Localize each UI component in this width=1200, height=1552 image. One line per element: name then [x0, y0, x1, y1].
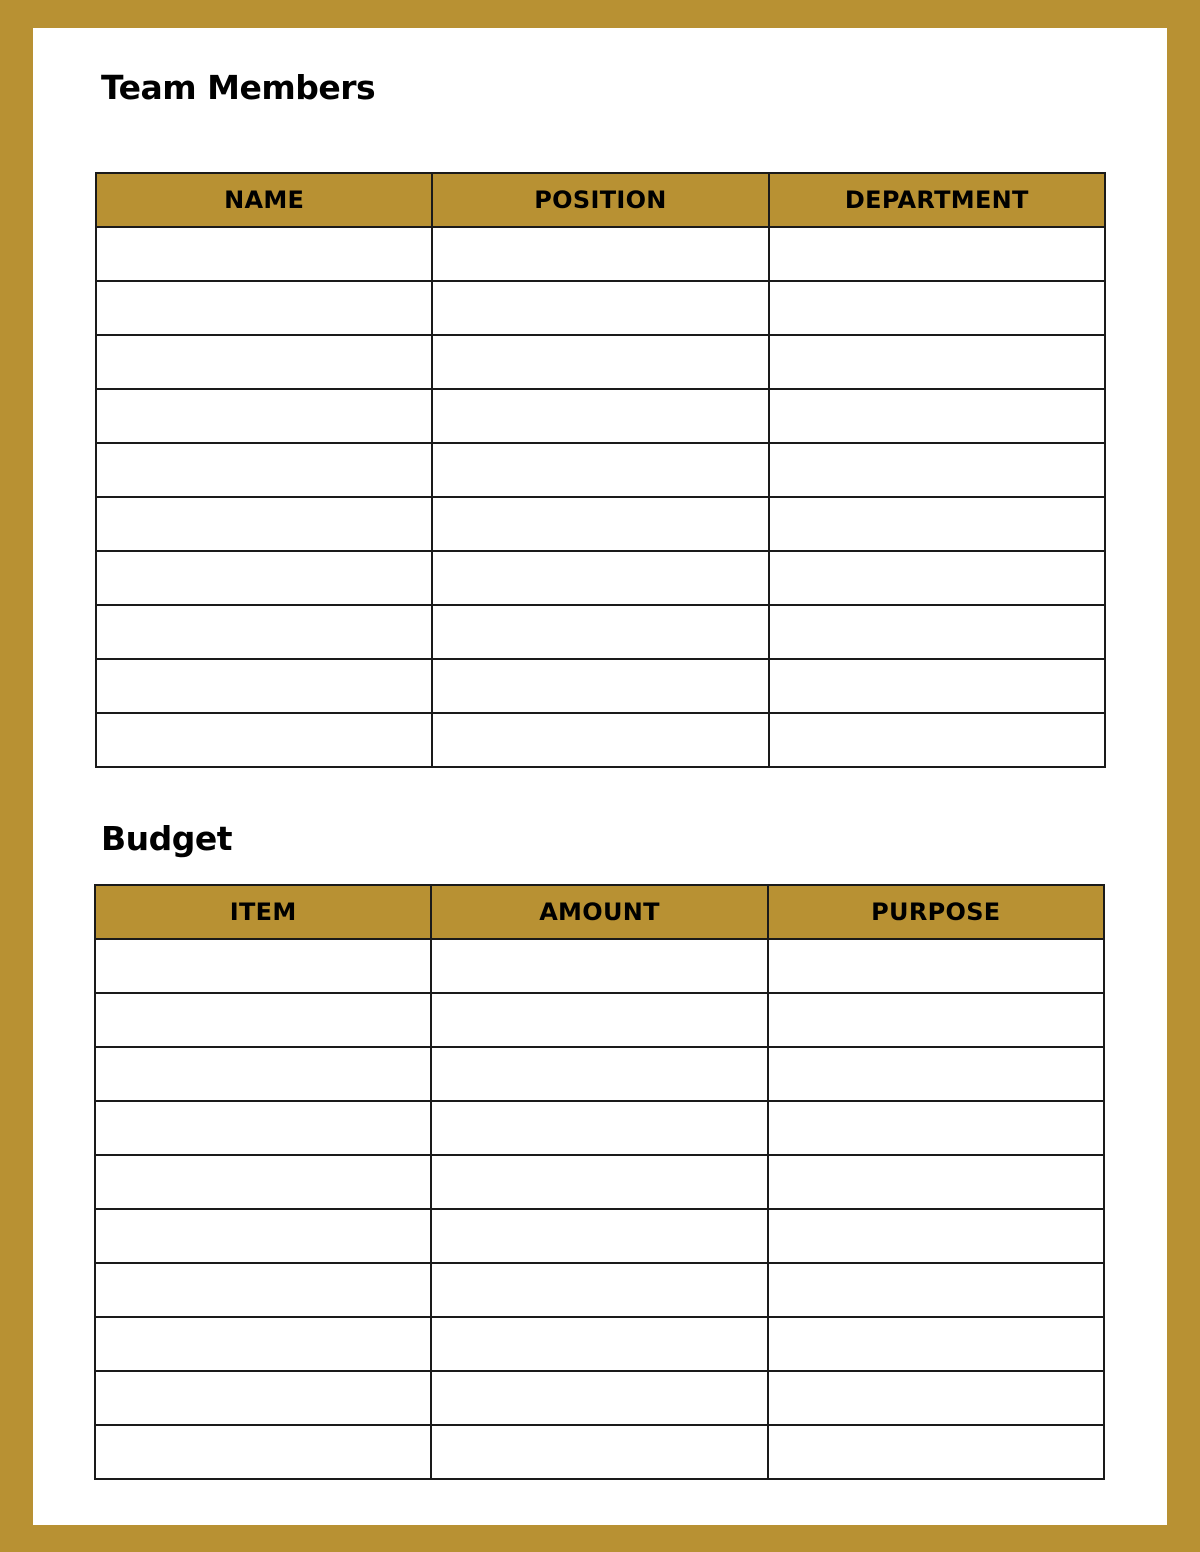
team-members-row [96, 713, 1105, 767]
budget-cell-purpose[interactable] [768, 1155, 1104, 1209]
team-members-body [96, 227, 1105, 767]
budget-cell-purpose[interactable] [768, 1371, 1104, 1425]
budget-title: Budget [101, 819, 233, 858]
budget-row [95, 1371, 1104, 1425]
budget-row [95, 1263, 1104, 1317]
budget-row [95, 993, 1104, 1047]
team-members-cell-name[interactable] [96, 605, 432, 659]
column-header-purpose: PURPOSE [768, 885, 1104, 939]
budget-row [95, 1047, 1104, 1101]
budget-cell-purpose[interactable] [768, 1209, 1104, 1263]
team-members-cell-department[interactable] [769, 497, 1105, 551]
team-members-row [96, 335, 1105, 389]
budget-body [95, 939, 1104, 1479]
budget-row [95, 1317, 1104, 1371]
budget-cell-purpose[interactable] [768, 993, 1104, 1047]
team-members-cell-department[interactable] [769, 227, 1105, 281]
budget-cell-amount[interactable] [431, 1101, 767, 1155]
budget-cell-amount[interactable] [431, 1317, 767, 1371]
team-members-row [96, 443, 1105, 497]
column-header-department: DEPARTMENT [769, 173, 1105, 227]
team-members-cell-department[interactable] [769, 281, 1105, 335]
budget-cell-amount[interactable] [431, 939, 767, 993]
team-members-cell-name[interactable] [96, 659, 432, 713]
table-header-row [95, 885, 1104, 939]
team-members-cell-department[interactable] [769, 443, 1105, 497]
team-members-cell-department[interactable] [769, 389, 1105, 443]
budget-cell-purpose[interactable] [768, 1263, 1104, 1317]
budget-cell-amount[interactable] [431, 1155, 767, 1209]
table-header-row [96, 173, 1105, 227]
budget-row [95, 1155, 1104, 1209]
team-members-cell-position[interactable] [432, 443, 768, 497]
team-members-cell-position[interactable] [432, 605, 768, 659]
column-header-name: NAME [96, 173, 432, 227]
budget-row [95, 1425, 1104, 1479]
document-page [33, 28, 1167, 1525]
team-members-title: Team Members [101, 68, 376, 107]
budget-cell-amount[interactable] [431, 1263, 767, 1317]
budget-cell-item[interactable] [95, 1209, 431, 1263]
team-members-row [96, 551, 1105, 605]
team-members-cell-position[interactable] [432, 335, 768, 389]
budget-cell-item[interactable] [95, 1263, 431, 1317]
budget-cell-item[interactable] [95, 1101, 431, 1155]
team-members-row [96, 389, 1105, 443]
team-members-cell-position[interactable] [432, 389, 768, 443]
team-members-table [95, 172, 1106, 768]
team-members-cell-name[interactable] [96, 389, 432, 443]
budget-table [94, 884, 1105, 1480]
budget-cell-item[interactable] [95, 939, 431, 993]
team-members-cell-position[interactable] [432, 713, 768, 767]
budget-cell-purpose[interactable] [768, 939, 1104, 993]
team-members-row [96, 659, 1105, 713]
team-members-cell-name[interactable] [96, 281, 432, 335]
column-header-item: ITEM [95, 885, 431, 939]
team-members-cell-department[interactable] [769, 659, 1105, 713]
budget-cell-purpose[interactable] [768, 1317, 1104, 1371]
budget-cell-amount[interactable] [431, 1209, 767, 1263]
budget-cell-amount[interactable] [431, 993, 767, 1047]
team-members-cell-name[interactable] [96, 227, 432, 281]
team-members-cell-name[interactable] [96, 443, 432, 497]
budget-cell-purpose[interactable] [768, 1047, 1104, 1101]
budget-cell-purpose[interactable] [768, 1425, 1104, 1479]
budget-row [95, 939, 1104, 993]
team-members-cell-department[interactable] [769, 551, 1105, 605]
team-members-cell-position[interactable] [432, 227, 768, 281]
team-members-cell-department[interactable] [769, 605, 1105, 659]
column-header-amount: AMOUNT [431, 885, 767, 939]
team-members-cell-department[interactable] [769, 713, 1105, 767]
column-header-position: POSITION [432, 173, 768, 227]
budget-cell-item[interactable] [95, 1425, 431, 1479]
budget-row [95, 1101, 1104, 1155]
budget-row [95, 1209, 1104, 1263]
budget-cell-item[interactable] [95, 1317, 431, 1371]
budget-cell-amount[interactable] [431, 1047, 767, 1101]
budget-cell-item[interactable] [95, 1371, 431, 1425]
budget-cell-item[interactable] [95, 1155, 431, 1209]
budget-cell-amount[interactable] [431, 1425, 767, 1479]
team-members-cell-position[interactable] [432, 497, 768, 551]
team-members-row [96, 227, 1105, 281]
budget-cell-item[interactable] [95, 993, 431, 1047]
team-members-cell-name[interactable] [96, 713, 432, 767]
team-members-cell-name[interactable] [96, 551, 432, 605]
team-members-cell-name[interactable] [96, 335, 432, 389]
team-members-cell-position[interactable] [432, 281, 768, 335]
team-members-cell-position[interactable] [432, 551, 768, 605]
budget-cell-amount[interactable] [431, 1371, 767, 1425]
budget-cell-item[interactable] [95, 1047, 431, 1101]
team-members-cell-position[interactable] [432, 659, 768, 713]
team-members-cell-name[interactable] [96, 497, 432, 551]
team-members-row [96, 605, 1105, 659]
team-members-row [96, 497, 1105, 551]
team-members-cell-department[interactable] [769, 335, 1105, 389]
budget-cell-purpose[interactable] [768, 1101, 1104, 1155]
team-members-row [96, 281, 1105, 335]
